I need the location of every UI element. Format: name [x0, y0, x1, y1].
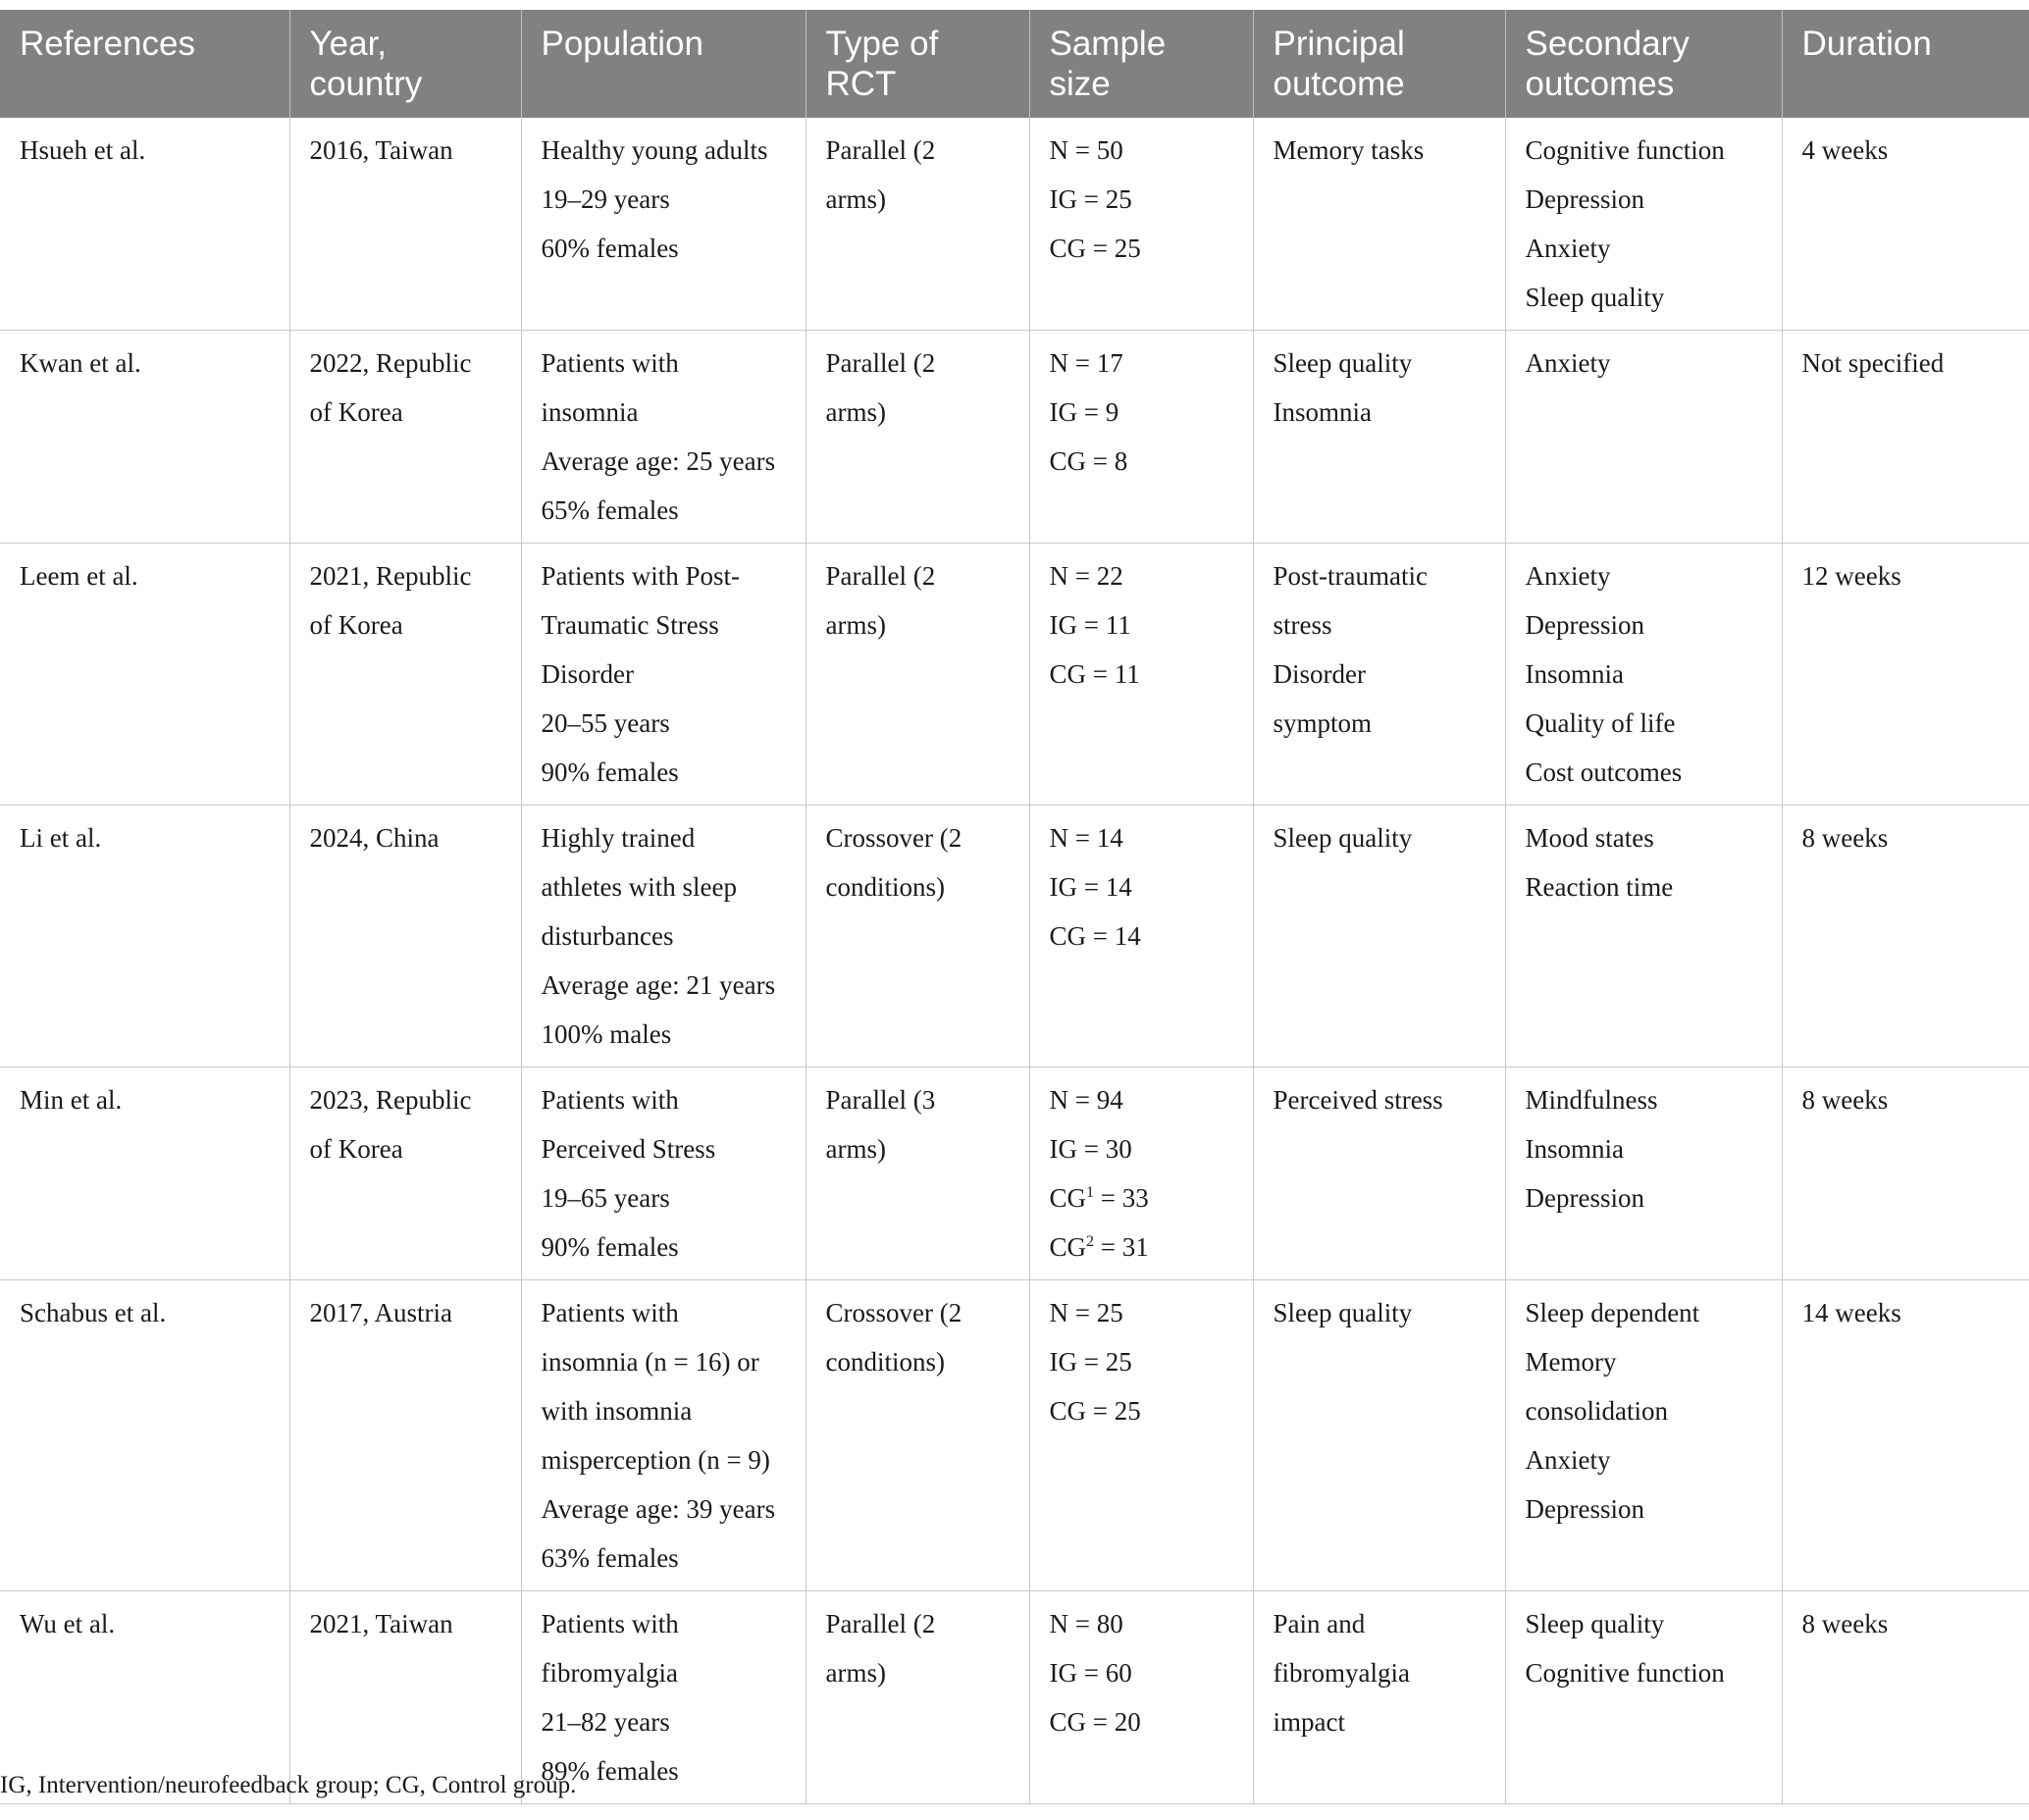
sample-cg1: $CG^1 = 33$	[1049, 1183, 1149, 1213]
cell-sample-size: N = 22 IG = 11 CG = 11	[1029, 544, 1253, 806]
cell-reference: Hsueh et al.	[0, 118, 289, 331]
cell-sample-size: N = 50 IG = 25 CG = 25	[1029, 118, 1253, 331]
cell-secondary-outcomes: Cognitive function Depression Anxiety Sleep quality	[1505, 118, 1782, 331]
cell-year-country: 2021, Republic of Korea	[289, 544, 521, 806]
header-type-of-rct: Type of RCT	[806, 10, 1029, 118]
cell-population: Patients with insomnia Average age: 25 years 65% females	[521, 331, 806, 544]
cell-principal-outcome: Post-traumatic stress Disorder symptom	[1253, 544, 1505, 806]
table-footnote: IG, Intervention/neurofeedback group; CG, Control group.	[0, 1772, 577, 1798]
cell-duration: 14 weeks	[1782, 1280, 2029, 1591]
cell-duration: 8 weeks	[1782, 806, 2029, 1067]
table-row	[0, 806, 2029, 1067]
cell-year-country: 2017, Austria	[289, 1280, 521, 1591]
cell-principal-outcome: Perceived stress	[1253, 1067, 1505, 1280]
cell-population: Patients with Perceived Stress 19–65 years 90% females	[521, 1067, 806, 1280]
header-sample-size: Sample size	[1029, 10, 1253, 118]
cell-rct-type: Parallel (2 arms)	[806, 118, 1029, 331]
cell-secondary-outcomes: Sleep quality Cognitive function	[1505, 1591, 1782, 1804]
cell-reference: Schabus et al.	[0, 1280, 289, 1591]
cell-reference: Wu et al.	[0, 1591, 289, 1804]
header-secondary-outcomes: Secondary outcomes	[1505, 10, 1782, 118]
cell-rct-type: Crossover (2 conditions)	[806, 1280, 1029, 1591]
cell-year-country: 2024, China	[289, 806, 521, 1067]
header-population: Population	[521, 10, 806, 118]
cell-population: Patients with Post- Traumatic Stress Disorder 20–55 years 90% females	[521, 544, 806, 806]
cell-secondary-outcomes: Mood states Reaction time	[1505, 806, 1782, 1067]
cell-sample-size: N = 94 IG = 30 $CG^1 = 33$ $CG^2 = 31$	[1029, 1067, 1253, 1280]
cell-year-country: 2016, Taiwan	[289, 118, 521, 331]
cell-year-country: 2023, Republic of Korea	[289, 1067, 521, 1280]
cell-population: Healthy young adults 19–29 years 60% females	[521, 118, 806, 331]
cell-rct-type: Parallel (3 arms)	[806, 1067, 1029, 1280]
table-row	[0, 544, 2029, 806]
cell-population: Patients with insomnia (n = 16) or with insomnia misperception (n = 9) Average age: 39 years 63% females	[521, 1280, 806, 1591]
cell-duration: 4 weeks	[1782, 118, 2029, 331]
header-year-country: Year, country	[289, 10, 521, 118]
cell-principal-outcome: Sleep quality	[1253, 1280, 1505, 1591]
table-row	[0, 331, 2029, 544]
cell-population: Highly trained athletes with sleep disturbances Average age: 21 years 100% males	[521, 806, 806, 1067]
table-row	[0, 1067, 2029, 1280]
cell-sample-size: N = 25 IG = 25 CG = 25	[1029, 1280, 1253, 1591]
cell-sample-size: N = 14 IG = 14 CG = 14	[1029, 806, 1253, 1067]
cell-year-country: 2021, Taiwan	[289, 1591, 521, 1804]
cell-reference: Leem et al.	[0, 544, 289, 806]
cell-rct-type: Crossover (2 conditions)	[806, 806, 1029, 1067]
table-row	[0, 1280, 2029, 1591]
cell-duration: 8 weeks	[1782, 1591, 2029, 1804]
cell-sample-size: N = 17 IG = 9 CG = 8	[1029, 331, 1253, 544]
cell-rct-type: Parallel (2 arms)	[806, 331, 1029, 544]
cell-year-country: 2022, Republic of Korea	[289, 331, 521, 544]
cell-rct-type: Parallel (2 arms)	[806, 544, 1029, 806]
cell-secondary-outcomes: Anxiety	[1505, 331, 1782, 544]
cell-duration: 12 weeks	[1782, 544, 2029, 806]
cell-rct-type: Parallel (2 arms)	[806, 1591, 1029, 1804]
cell-secondary-outcomes: Sleep dependent Memory consolidation Anxiety Depression	[1505, 1280, 1782, 1591]
cell-reference: Li et al.	[0, 806, 289, 1067]
cell-reference: Min et al.	[0, 1067, 289, 1280]
cell-reference: Kwan et al.	[0, 331, 289, 544]
cell-secondary-outcomes: Mindfulness Insomnia Depression	[1505, 1067, 1782, 1280]
cell-principal-outcome: Sleep quality	[1253, 806, 1505, 1067]
studies-table	[0, 10, 2029, 1804]
cell-secondary-outcomes: Anxiety Depression Insomnia Quality of life Cost outcomes	[1505, 544, 1782, 806]
cell-principal-outcome: Sleep quality Insomnia	[1253, 331, 1505, 544]
table-row	[0, 118, 2029, 331]
header-references: References	[0, 10, 289, 118]
cell-principal-outcome: Pain and fibromyalgia impact	[1253, 1591, 1505, 1804]
cell-population: Patients with fibromyalgia 21–82 years 89% females	[521, 1591, 806, 1804]
header-duration: Duration	[1782, 10, 2029, 118]
cell-duration: Not specified	[1782, 331, 2029, 544]
header-row	[0, 10, 2029, 118]
table-container	[0, 10, 2029, 1804]
cell-sample-size: N = 80 IG = 60 CG = 20	[1029, 1591, 1253, 1804]
sample-cg2: $CG^2 = 31$	[1049, 1232, 1149, 1262]
cell-principal-outcome: Memory tasks	[1253, 118, 1505, 331]
header-principal-outcome: Principal outcome	[1253, 10, 1505, 118]
cell-duration: 8 weeks	[1782, 1067, 2029, 1280]
